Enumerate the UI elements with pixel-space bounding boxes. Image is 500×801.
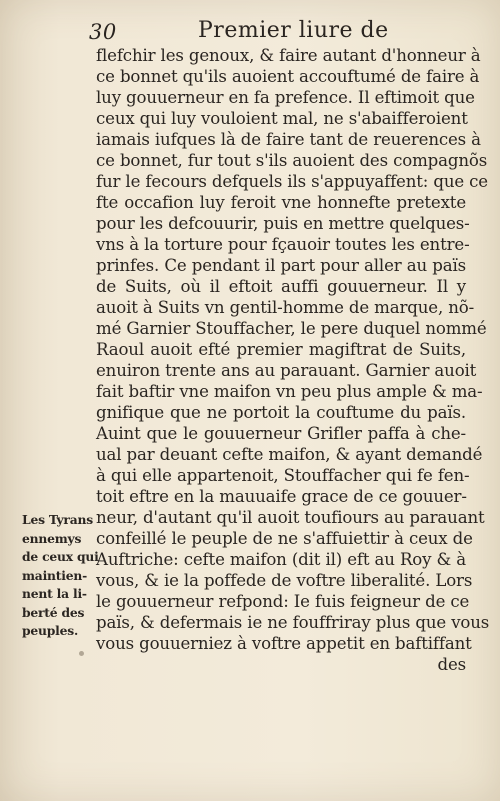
catchword: des [437,655,466,674]
margin-note-line: Les Tyrans [22,512,93,527]
body-text [96,45,490,675]
margin-note-line: peuples. [22,623,79,638]
text-line: luy gouuerneur en fa prefence. Il eftimoit que [96,88,475,107]
text-line: ce bonnet qu'ils auoient accouftumé de faire à [96,67,480,86]
text-line: fur le fecours defquels ils s'appuyaffent: que ce [96,172,488,191]
text-line: vous, & ie la poffede de voftre liberalité. Lors [96,571,473,590]
margin-note-line: ennemys [22,530,82,546]
text-line: ual par deuant cefte maifon, & ayant demandé [96,445,483,464]
text-line: païs, & defermais ie ne fouffriray plus que vous [96,613,490,632]
text-line: le gouuerneur refpond: Ie fuis feigneur de ce [96,592,470,611]
text-line: enuiron trente ans au parauant. Garnier auoit [96,361,477,380]
text-line: mé Garnier Stouffacher, le pere duquel nommé [96,319,487,338]
text-line: iamais iufques là de faire tant de reuerences à [96,130,481,149]
margin-note-line: berté des [22,604,85,620]
margin-note-line: nent la li- [22,586,87,601]
text-line: flefchir les genoux, & faire autant d'honneur à [96,46,481,65]
text-line: de Suits, où il eftoit auffi gouuerneur. Il y [96,277,466,296]
text-line: toit eftre en la mauuaife grace de ce gouuer- [96,487,467,506]
text-line: à qui elle appartenoit, Stouffacher qui fe fen- [96,466,470,485]
text-line: vous gouuerniez à voftre appetit en baftiffant [96,634,472,653]
page-number: 30 [89,20,117,44]
margin-note-line: de ceux qui [22,549,99,564]
text-line: Raoul auoit efté premier magiftrat de Suits, [96,340,466,359]
text-line: Auint que le gouuerneur Grifler paffa à che- [96,424,466,443]
text-line: fait baftir vne maifon vn peu plus ample & ma- [96,382,483,401]
ink-spot [79,651,84,656]
text-line: prinfes. Ce pendant il part pour aller au païs [96,256,466,275]
margin-note [22,511,102,641]
margin-note-line: maintien- [22,567,88,583]
text-line: confeillé le peuple de ne s'affuiettir à ceux de [96,529,473,548]
text-line: ce bonnet, fur tout s'ils auoient des compagnõs [96,151,488,170]
text-line: vns à la torture pour fçauoir toutes les entre- [96,235,470,254]
text-line: neur, d'autant qu'il auoit toufiours au parauant [96,508,485,527]
text-line: auoit à Suits vn gentil-homme de marque, nõ- [96,298,475,317]
text-line: fte occafion luy feroit vne honnefte pretexte [96,193,466,212]
text-line: gnifique que ne portoit la couftume du païs. [96,403,466,422]
text-line: Auftriche: cefte maifon (dit il) eft au Roy & à [96,550,466,569]
text-line: ceux qui luy vouloient mal, ne s'abaifferoient [96,109,468,128]
text-line: pour les defcouurir, puis en mettre quelques- [96,214,470,233]
running-head: Premier liure de [198,18,389,43]
